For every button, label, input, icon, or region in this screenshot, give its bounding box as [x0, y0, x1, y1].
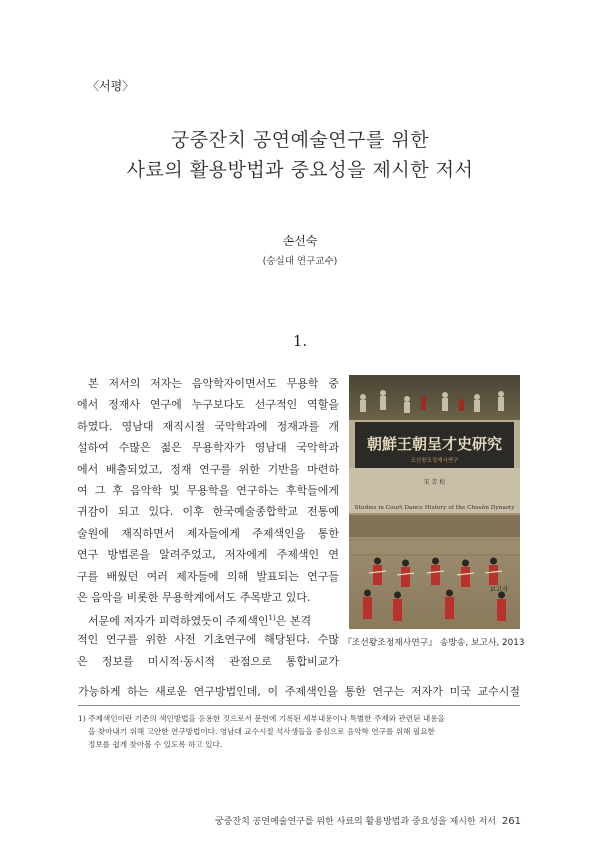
body-line: 적인 연구를 위한 사전 기초연구에 해당된다. 수많 — [77, 633, 339, 647]
body-line: 은 음악을 비롯한 무용학계에서도 주목받고 있다. — [77, 590, 311, 604]
cover-publisher-text: 보고사 — [489, 585, 509, 593]
title-line-1: 궁중잔치 공연예술연구를 위한 — [170, 129, 430, 151]
footnote-divider — [78, 705, 520, 706]
body-line: 은 정보를 미시적·동시적 관점으로 통합비교가 — [77, 654, 339, 668]
cover-author-text: 宋 芳 松 — [423, 479, 446, 486]
body-line: 여 그 후 음악학 및 무용학을 연구하는 후학들에게 — [77, 483, 339, 497]
body-line: 귀감이 되고 있다. 이후 한국예술종합학교 전통예 — [77, 505, 339, 519]
body-line — [77, 608, 339, 629]
body-line: 설하여 수많은 젊은 무용학자가 영남대 국악학과 — [77, 441, 339, 455]
page-number: 261 — [501, 816, 521, 827]
running-title: 궁중잔치 공연예술연구를 위한 사료의 활용방법과 중요성을 제시한 저서 — [215, 817, 496, 827]
section-heading: 1. — [292, 332, 308, 350]
author-name: 손선숙 — [282, 234, 318, 248]
body-paragraph-1 — [77, 373, 339, 608]
footnote-mark: 1) — [78, 714, 86, 723]
footnote-line — [78, 712, 520, 725]
body-line-full-width: 가능하게 하는 새로운 연구방법인데, 이 주제색인을 통한 연구는 저자가 미국 교수시절 — [78, 685, 520, 698]
footnote-text: 주제색인이란 기존의 색인방법을 응용한 것으로서 문헌에 기록된 세부내용이나 특별한 주제와 관련된 내용을 — [88, 714, 445, 723]
body-line: 연구 방법론을 알려주었고, 저자에게 주제색인 연 — [77, 548, 339, 562]
figure-caption: 『조선왕조정재사연구』 송방송, 보고사, 2013 — [343, 638, 525, 648]
body-text: 은 본격 — [275, 614, 312, 628]
body-line: 에서 정재사 연구에 누구보다도 선구적인 역할을 — [77, 398, 339, 412]
footnote-line: 정보를 쉽게 찾아볼 수 있도록 하고 있다. — [88, 740, 223, 749]
cover-subtitle-text: 조선왕조정재사연구 — [410, 458, 459, 464]
running-footer — [215, 814, 521, 827]
body-text: 서문에 저자가 피력하였듯이 주제색인 — [88, 614, 269, 628]
article-type-tag: 〈서평〉 — [87, 79, 135, 93]
author-affiliation: (숭실대 연구교수) — [262, 256, 338, 267]
body-paragraph-2 — [77, 608, 339, 672]
title-line-2: 사료의 활용방법과 중요성을 제시한 저서 — [126, 159, 474, 181]
book-cover-illustration — [349, 375, 520, 629]
body-line: 본 저서의 저자는 음악학자이면서도 무용학 중 — [88, 377, 339, 390]
body-line: 술원에 재직하면서 제자들에게 주제색인을 통한 — [77, 526, 339, 540]
body-line: 에서 배출되었고, 정재 연구를 위한 기반을 마련하 — [77, 462, 339, 476]
footnote-reference[interactable]: 1) — [268, 614, 276, 622]
cover-english-title: Studies in Court Dance History of the Chosŏn Dynasty — [354, 505, 515, 511]
cover-title-text: 朝鮮王朝呈才史研究 — [366, 435, 503, 453]
footnote-line: 을 찾아내기 위해 고안한 연구방법이다. 영남대 교수시절 석사생들을 중심으로 음악학 연구를 위해 필요한 — [88, 727, 435, 736]
body-line: 구를 배웠던 여러 제자들에 의해 발표되는 연구들 — [77, 569, 339, 583]
footnote — [78, 712, 520, 751]
book-cover-image — [349, 375, 520, 629]
body-line: 하였다. 영남대 재직시절 국악학과에 정재과를 개 — [77, 419, 339, 433]
